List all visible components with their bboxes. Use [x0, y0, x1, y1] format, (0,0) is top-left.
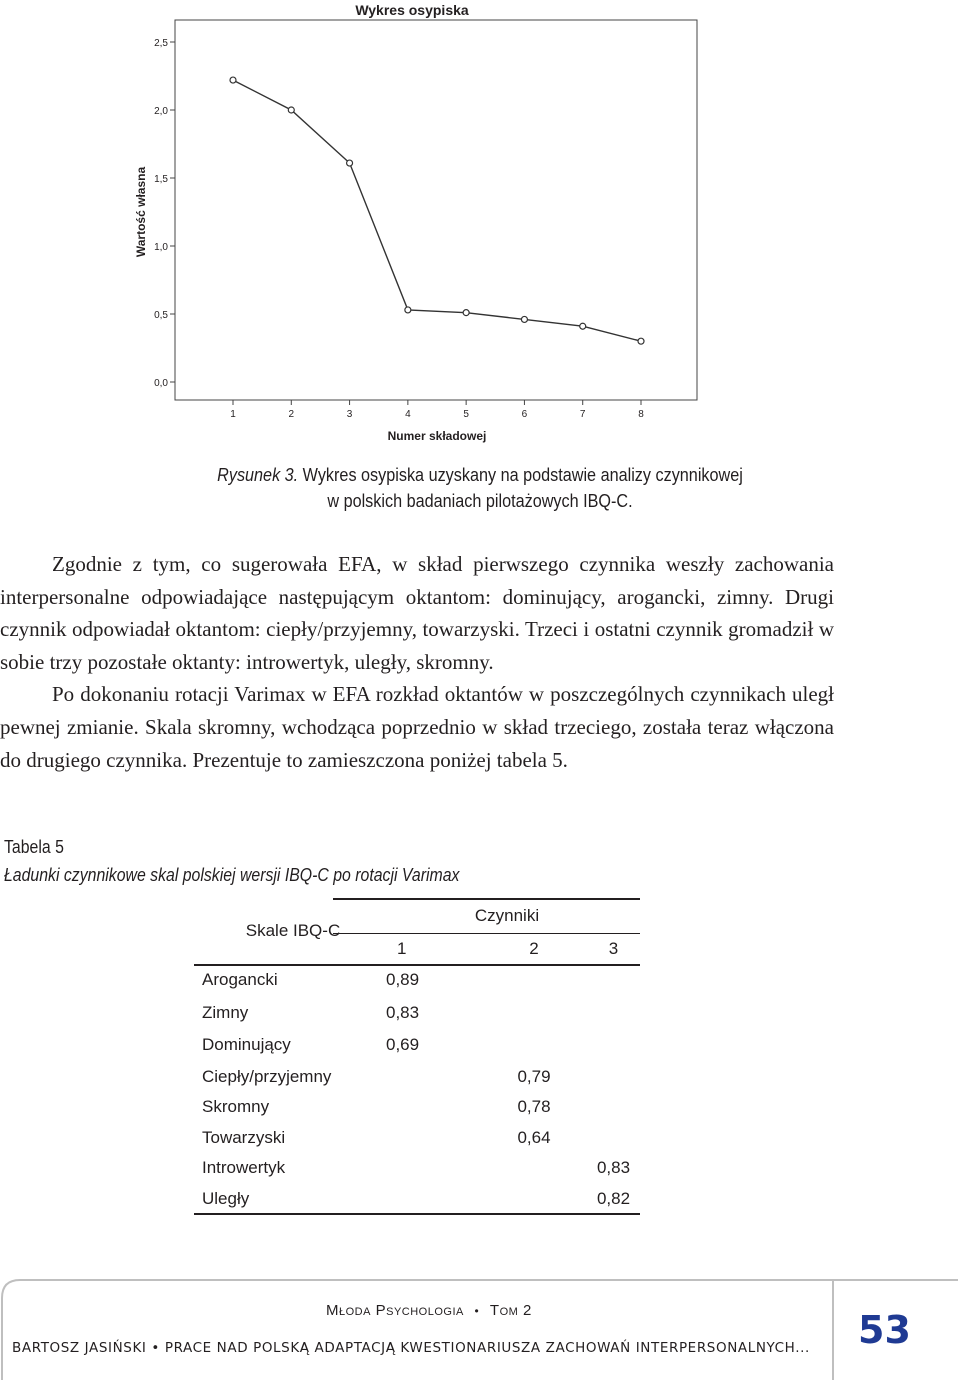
table-header-factor-1: 1 [397, 939, 407, 958]
table-row [194, 1153, 640, 1184]
y-tick-label: 0,5 [154, 310, 168, 321]
table-cell-factor-3 [579, 1062, 640, 1093]
table-cell-factor-3 [579, 1092, 640, 1123]
footer-byline: BARTOSZ JASIŃSKI • PRACE NAD POLSKĄ ADAPTACJĄ KWESTIONARIUSZA ZACHOWAŃ INTERPERSONALNYCH... [12, 1340, 810, 1356]
footer-volume: Tom 2 [489, 1302, 532, 1319]
table-header-factor-2: 2 [529, 939, 539, 958]
table-cell-factor-1: 0,83 [386, 1002, 420, 1022]
table-cell-scale: Towarzyski [202, 1127, 286, 1147]
table-cell-factor-2 [489, 1184, 579, 1215]
table-cell-factor-2 [489, 1153, 579, 1184]
x-tick-label: 4 [405, 409, 411, 420]
table-cell-scale: Dominujący [202, 1035, 291, 1055]
table-cell-factor-1 [374, 1153, 489, 1184]
data-point [463, 310, 469, 316]
scree-plot-chart [120, 0, 720, 450]
figure-caption-label: Rysunek 3. [217, 465, 299, 485]
table-row [194, 1062, 640, 1093]
table-row [194, 964, 640, 997]
x-tick-label: 1 [230, 409, 236, 420]
table-cell-factor-2: 0,78 [517, 1097, 551, 1117]
table-header-factors: Czynniki [474, 906, 540, 925]
chart-x-axis-label: Numer składowej [387, 429, 487, 443]
table-cell-factor-1 [374, 1184, 489, 1215]
chart-plot-frame [175, 20, 697, 400]
loadings-table [194, 898, 640, 1214]
body-paragraph-1: Zgodnie z tym, co sugerowała EFA, w skład pierwszego czynnika weszły zachowania interpersonalne odpowiadające następującym oktantom: dominujący, arogancki, zimny. Drugi czynnik odpowiadał oktantom: ciepły/przyjemny, towarzyski. Trzeci i ostatni czynnik gromadził w sobie trzy pozostałe oktanty: introwertyk, uległy, skromny. [0, 552, 834, 674]
table-body [194, 964, 640, 1214]
table-heading [4, 833, 459, 889]
table-cell-scale: Arogancki [202, 970, 278, 990]
figure-caption-text: Wykres osypiska uzyskany na podstawie analizy czynnikowej [298, 465, 743, 485]
chart-y-axis [154, 38, 175, 389]
data-point [347, 160, 353, 166]
y-tick-label: 1,0 [154, 242, 168, 253]
table-cell-factor-3: 0,82 [596, 1188, 631, 1208]
footer-journal [326, 1302, 532, 1319]
table-row [194, 1029, 640, 1062]
chart-title: Wykres osypiska [355, 2, 469, 18]
table-row [194, 1092, 640, 1123]
x-tick-label: 5 [463, 409, 469, 420]
table-cell-factor-1 [374, 1123, 489, 1154]
body-paragraph-2: Po dokonaniu rotacji Varimax w EFA rozkład oktantów w poszczególnych czynnikach uległ pewnej zmianie. Skala skromny, wchodząca poprzednio w skład trzeciego, została teraz włączona do drugiego czynnika. Prezentuje to zamieszczona poniżej tabela 5. [0, 682, 834, 772]
data-point [405, 307, 411, 313]
table-cell-factor-1 [374, 1092, 489, 1123]
y-tick-label: 2,5 [154, 38, 168, 49]
figure-caption [48, 462, 912, 514]
page-number: 53 [858, 1308, 911, 1352]
table-cell-factor-2 [489, 1029, 579, 1062]
table-cell-factor-3 [579, 1123, 640, 1154]
table-cell-factor-1 [374, 1062, 489, 1093]
table-cell-scale: Skromny [202, 1097, 270, 1117]
data-point [230, 77, 236, 83]
chart-y-axis-label: Wartość własna [134, 166, 148, 258]
figure-caption-line1 [48, 462, 912, 488]
footer-tab-shape [0, 1276, 958, 1380]
table-cell-scale: Ciepły/przyjemny [202, 1066, 332, 1086]
page-footer [0, 1276, 958, 1380]
table-cell-factor-3: 0,83 [596, 1158, 631, 1178]
table-cell-scale: Uległy [202, 1188, 250, 1208]
table-row [194, 997, 640, 1030]
data-point [288, 107, 294, 113]
data-point [638, 338, 644, 344]
table-title: Ładunki czynnikowe skal polskiej wersji IBQ-C po rotacji Varimax [4, 865, 460, 885]
table-cell-scale: Introwertyk [202, 1158, 286, 1178]
table-row [194, 1123, 640, 1154]
x-tick-label: 2 [288, 409, 295, 420]
y-tick-label: 1,5 [154, 174, 168, 185]
x-tick-label: 3 [346, 409, 353, 420]
x-tick-label: 6 [521, 409, 528, 420]
table-header-factor-3: 3 [608, 939, 619, 958]
footer-bullet: • [474, 1304, 480, 1318]
footer-journal-name: Młoda Psychologia [326, 1302, 464, 1319]
table-cell-factor-3 [579, 997, 640, 1030]
table-cell-factor-1: 0,69 [386, 1035, 420, 1055]
table-cell-factor-2 [489, 964, 579, 997]
data-point [521, 316, 527, 322]
table-cell-factor-2: 0,64 [517, 1127, 551, 1147]
body-text [0, 548, 834, 776]
table-header-scale: Skale IBQ-C [245, 921, 341, 940]
data-point [580, 323, 586, 329]
x-tick-label: 8 [638, 409, 644, 420]
table-row [194, 1184, 640, 1215]
chart-series-layer [230, 77, 644, 344]
table-cell-scale: Zimny [202, 1002, 249, 1022]
table-cell-factor-2: 0,79 [517, 1066, 551, 1086]
table-cell-factor-3 [579, 964, 640, 997]
table-cell-factor-1: 0,89 [386, 970, 420, 990]
x-tick-label: 7 [579, 409, 586, 420]
table-cell-factor-2 [489, 997, 579, 1030]
series-line [233, 80, 641, 341]
figure-caption-line2: w polskich badaniach pilotażowych IBQ-C. [327, 491, 633, 511]
y-tick-label: 0,0 [154, 378, 168, 389]
table-cell-factor-3 [579, 1029, 640, 1062]
y-tick-label: 2,0 [154, 106, 168, 117]
chart-x-axis [230, 400, 644, 420]
table-number: Tabela 5 [4, 837, 64, 857]
